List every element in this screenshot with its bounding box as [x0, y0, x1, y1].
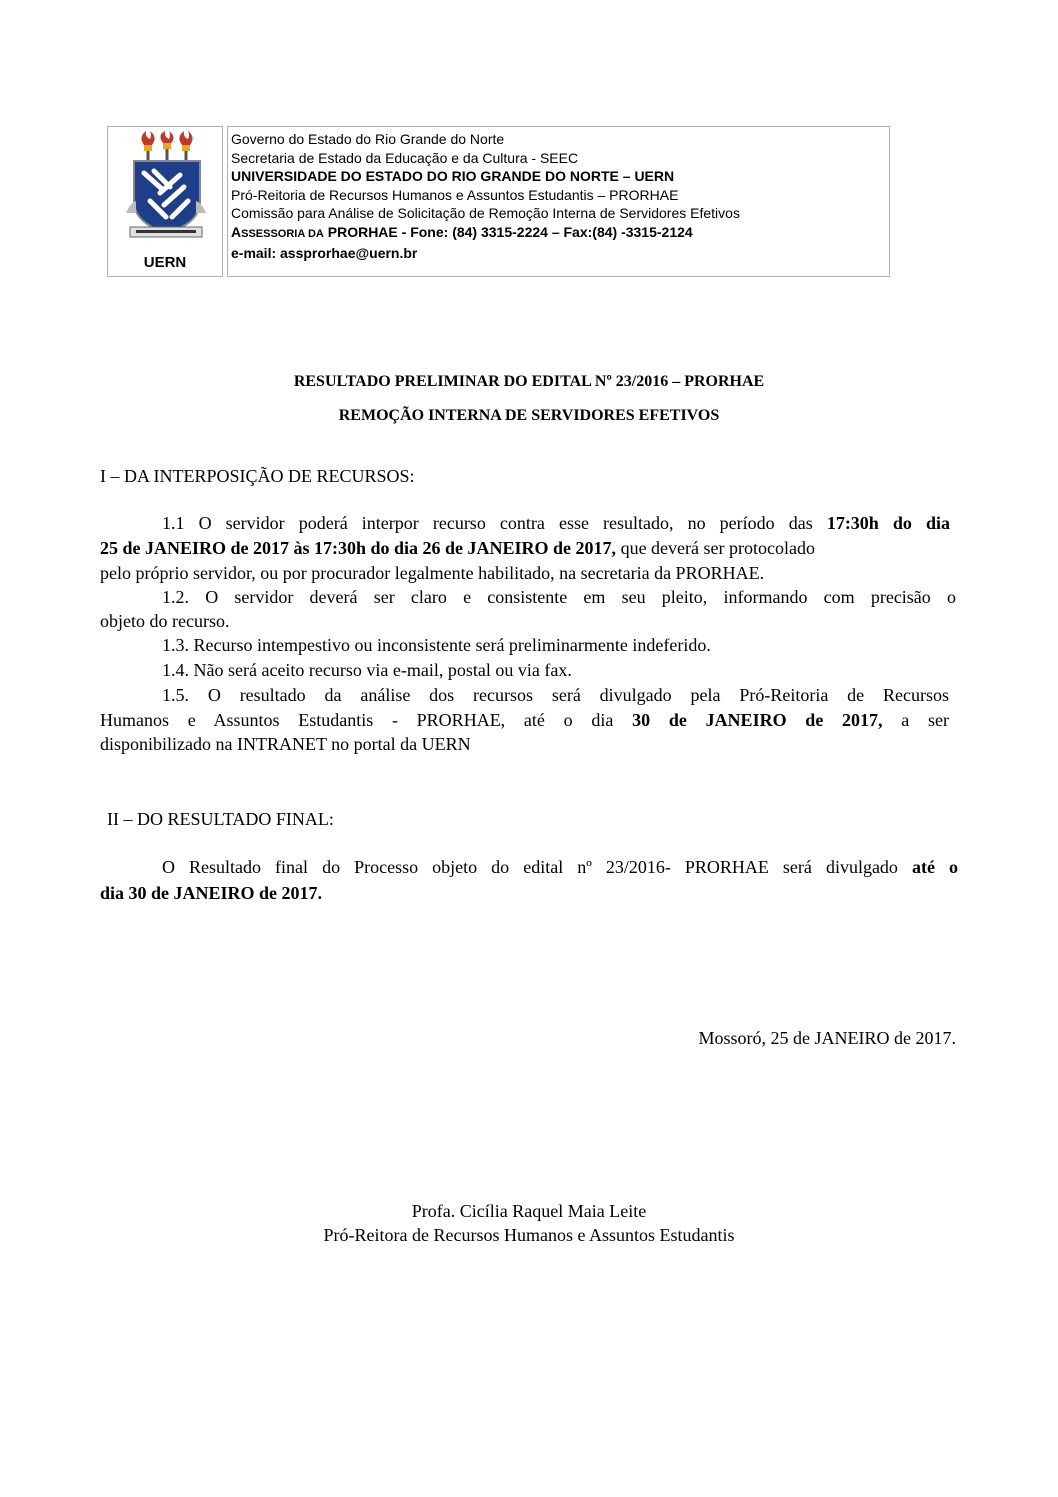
paragraph-1-5-line-2: Humanos e Assuntos Estudantis - PRORHAE, até o dia 30 de JANEIRO de 2017, a ser: [100, 710, 949, 730]
header-line-government: Governo do Estado do Rio Grande do Norte: [231, 131, 505, 147]
paragraph-1-2-line-2: objeto do recurso.: [100, 611, 230, 631]
paragraph-1-5-line-1: 1.5. O resultado da análise dos recursos será divulgado pela Pró-Reitoria de Recursos: [162, 685, 949, 705]
paragraph-1-5-line-3: disponibilizado na INTRANET no portal da UERN: [100, 734, 471, 754]
paragraph-1-1-line-3: pelo próprio servidor, ou por procurador legalmente habilitado, na secretaria da PRORHAE.: [100, 563, 765, 583]
header-line-secretariat: Secretaria de Estado da Educação e da Cultura - SEEC: [231, 149, 579, 166]
paragraph-1-3: 1.3. Recurso intempestivo ou inconsistente será preliminarmente indeferido.: [162, 635, 711, 655]
section-1-heading: I – DA INTERPOSIÇÃO DE RECURSOS:: [100, 466, 415, 486]
logo-label: UERN: [143, 254, 187, 271]
uern-crest-icon: [124, 131, 208, 251]
place-date: Mossoró, 25 de JANEIRO de 2017.: [698, 1028, 956, 1048]
section-2-heading: II – DO RESULTADO FINAL:: [107, 809, 334, 829]
final-result-line-1: O Resultado final do Processo objeto do edital nº 23/2016- PRORHAE será divulgado até o: [162, 857, 958, 877]
paragraph-1-4: 1.4. Não será aceito recurso via e-mail, postal ou via fax.: [162, 660, 572, 680]
document-title: RESULTADO PRELIMINAR DO EDITAL Nº 23/2016 – PRORHAE: [293, 373, 765, 390]
header-line-prorhae: Pró-Reitoria de Recursos Humanos e Assuntos Estudantis – PRORHAE: [231, 186, 679, 203]
header-line-email: e-mail: assprorhae@uern.br: [231, 244, 418, 261]
header-info-box: [227, 126, 890, 277]
paragraph-1-1-line-1: 1.1 O servidor poderá interpor recurso contra esse resultado, no período das 17:30h do dia: [162, 513, 951, 533]
final-result-line-2: dia 30 de JANEIRO de 2017.: [100, 883, 323, 903]
header-line-commission: Comissão para Análise de Solicitação de Remoção Interna de Servidores Efetivos: [231, 205, 740, 222]
paragraph-1-2-line-1: 1.2. O servidor deverá ser claro e consistente em seu pleito, informando com precisão o: [162, 587, 956, 607]
header-line-contact: ASSESSORIA DA PRORHAE - Fone: (84) 3315-2224 – Fax:(84) -3315-2124: [231, 223, 693, 240]
signatory-name: Profa. Cicília Raquel Maia Leite: [411, 1201, 647, 1221]
paragraph-1-1-line-2: 25 de JANEIRO de 2017 às 17:30h do dia 26 de JANEIRO de 2017, que deverá ser protocolado: [100, 538, 815, 558]
document-subtitle: REMOÇÃO INTERNA DE SERVIDORES EFETIVOS: [338, 407, 720, 424]
header-line-university: UNIVERSIDADE DO ESTADO DO RIO GRANDE DO NORTE – UERN: [231, 168, 675, 185]
header-logo-box: [107, 126, 223, 277]
signatory-role: Pró-Reitora de Recursos Humanos e Assuntos Estudantis: [323, 1225, 735, 1245]
